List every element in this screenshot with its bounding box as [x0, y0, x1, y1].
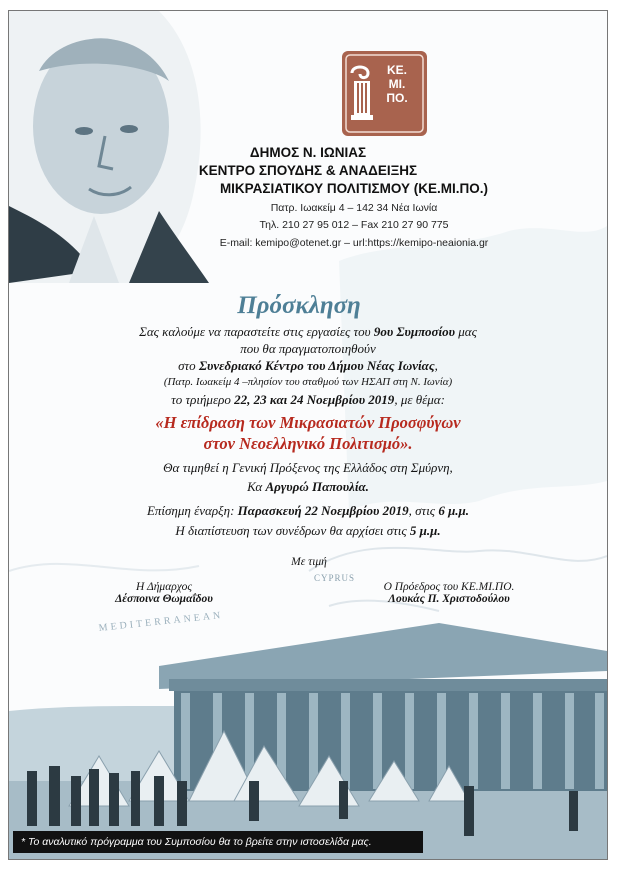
logo-line-1: ΚΕ. [386, 63, 407, 77]
org-phones: Τηλ. 210 27 95 012 – Fax 210 27 90 775 [259, 219, 449, 231]
mayor-name: Δέσποινα Θωμαΐδου [115, 593, 213, 605]
mayor-signature [69, 581, 259, 605]
president-name: Λουκάς Π. Χριστοδούλου [388, 593, 510, 605]
invitation-line-7 [19, 479, 597, 495]
line9-text-a: Η διαπίστευση των συνέδρων θα αρχίσει στις [175, 523, 410, 538]
invitation-line-4: (Πατρ. Ιωακείμ 4 –πλησίον του σταθμού των ΗΣΑΠ στη Ν. Ιωνία) [163, 376, 453, 388]
refugee-camp-photo [9, 623, 607, 859]
theme-line-1: «Η επίδραση των Μικρασιατών Προσφύγων [155, 413, 461, 432]
footnote-banner: * Το αναλυτικό πρόγραμμα του Συμποσίου θα το βρείτε στην ιστοσελίδα μας. [13, 831, 423, 853]
invitation-page [8, 10, 608, 860]
map-label-sea: MEDITERRANEAN [98, 609, 224, 634]
invitation-line-5 [19, 392, 597, 408]
president-signature [339, 581, 559, 605]
line3-text-a: στο [178, 358, 199, 373]
event-dates: 22, 23 και 24 Νοεμβρίου 2019 [234, 392, 395, 407]
mayor-role: Η Δήμαρχος [136, 581, 192, 593]
symposium-number: 9ου Συμποσίου [373, 324, 456, 339]
president-role: Ο Πρόεδρος του ΚΕ.ΜΙ.ΠΟ. [383, 581, 515, 593]
venue-name: Συνεδριακό Κέντρο του Δήμου Νέας Ιωνίας [198, 358, 435, 373]
invitation-line-1 [19, 324, 597, 340]
invitation-title: Πρόσκληση [237, 292, 361, 319]
invitation-line-3 [19, 358, 597, 374]
logo-line-3: ΠΟ. [386, 91, 408, 105]
regards-text: Με τιμή [291, 556, 327, 568]
line8-text-c: , στις [408, 503, 439, 518]
theme-line-2: στον Νεοελληνικό Πολιτισμό». [203, 434, 413, 453]
org-address: Πατρ. Ιωακείμ 4 – 142 34 Νέα Ιωνία [270, 202, 438, 214]
org-contact: E-mail: kemipo@otenet.gr – url:https://kemipo-neaionia.gr [219, 237, 489, 249]
line3-text-c: , [434, 358, 438, 373]
municipality-name: ΔΗΜΟΣ Ν. ΙΩΝΙΑΣ [249, 145, 367, 160]
line5-text-a: το τριήμερο [171, 392, 235, 407]
accreditation-time: 5 μ.μ. [409, 523, 441, 538]
line1-text-c: μας [455, 324, 477, 339]
logo-line-2: ΜΙ. [388, 77, 406, 91]
invitation-line-2: που θα πραγματοποιηθούν [240, 341, 376, 356]
line7-text-a: Κα [247, 479, 266, 494]
line5-text-c: , με θέμα: [394, 392, 445, 407]
logo-lettering [371, 63, 423, 105]
invitation-line-8 [19, 503, 597, 519]
line8-text-a: Επίσημη έναρξη: [146, 503, 238, 518]
opening-time: 6 μ.μ. [438, 503, 470, 518]
center-name-line2: ΜΙΚΡΑΣΙΑΤΙΚΟΥ ΠΟΛΙΤΙΣΜΟΥ (ΚΕ.ΜΙ.ΠΟ.) [219, 181, 489, 196]
opening-date: Παρασκευή 22 Νοεμβρίου 2019 [237, 503, 409, 518]
line1-text-a: Σας καλούμε να παραστείτε στις εργασίες του [139, 324, 374, 339]
map-label-cyprus: CYPRUS [314, 573, 356, 583]
invitation-line-6: Θα τιμηθεί η Γενική Πρόξενος της Ελλάδος στη Σμύρνη, [163, 460, 453, 475]
honoree-name: Αργυρώ Παπουλία. [265, 479, 369, 494]
center-name-line1: ΚΕΝΤΡΟ ΣΠΟΥΔΗΣ & ΑΝΑΔΕΙΞΗΣ [198, 163, 418, 178]
invitation-line-9 [19, 523, 597, 539]
